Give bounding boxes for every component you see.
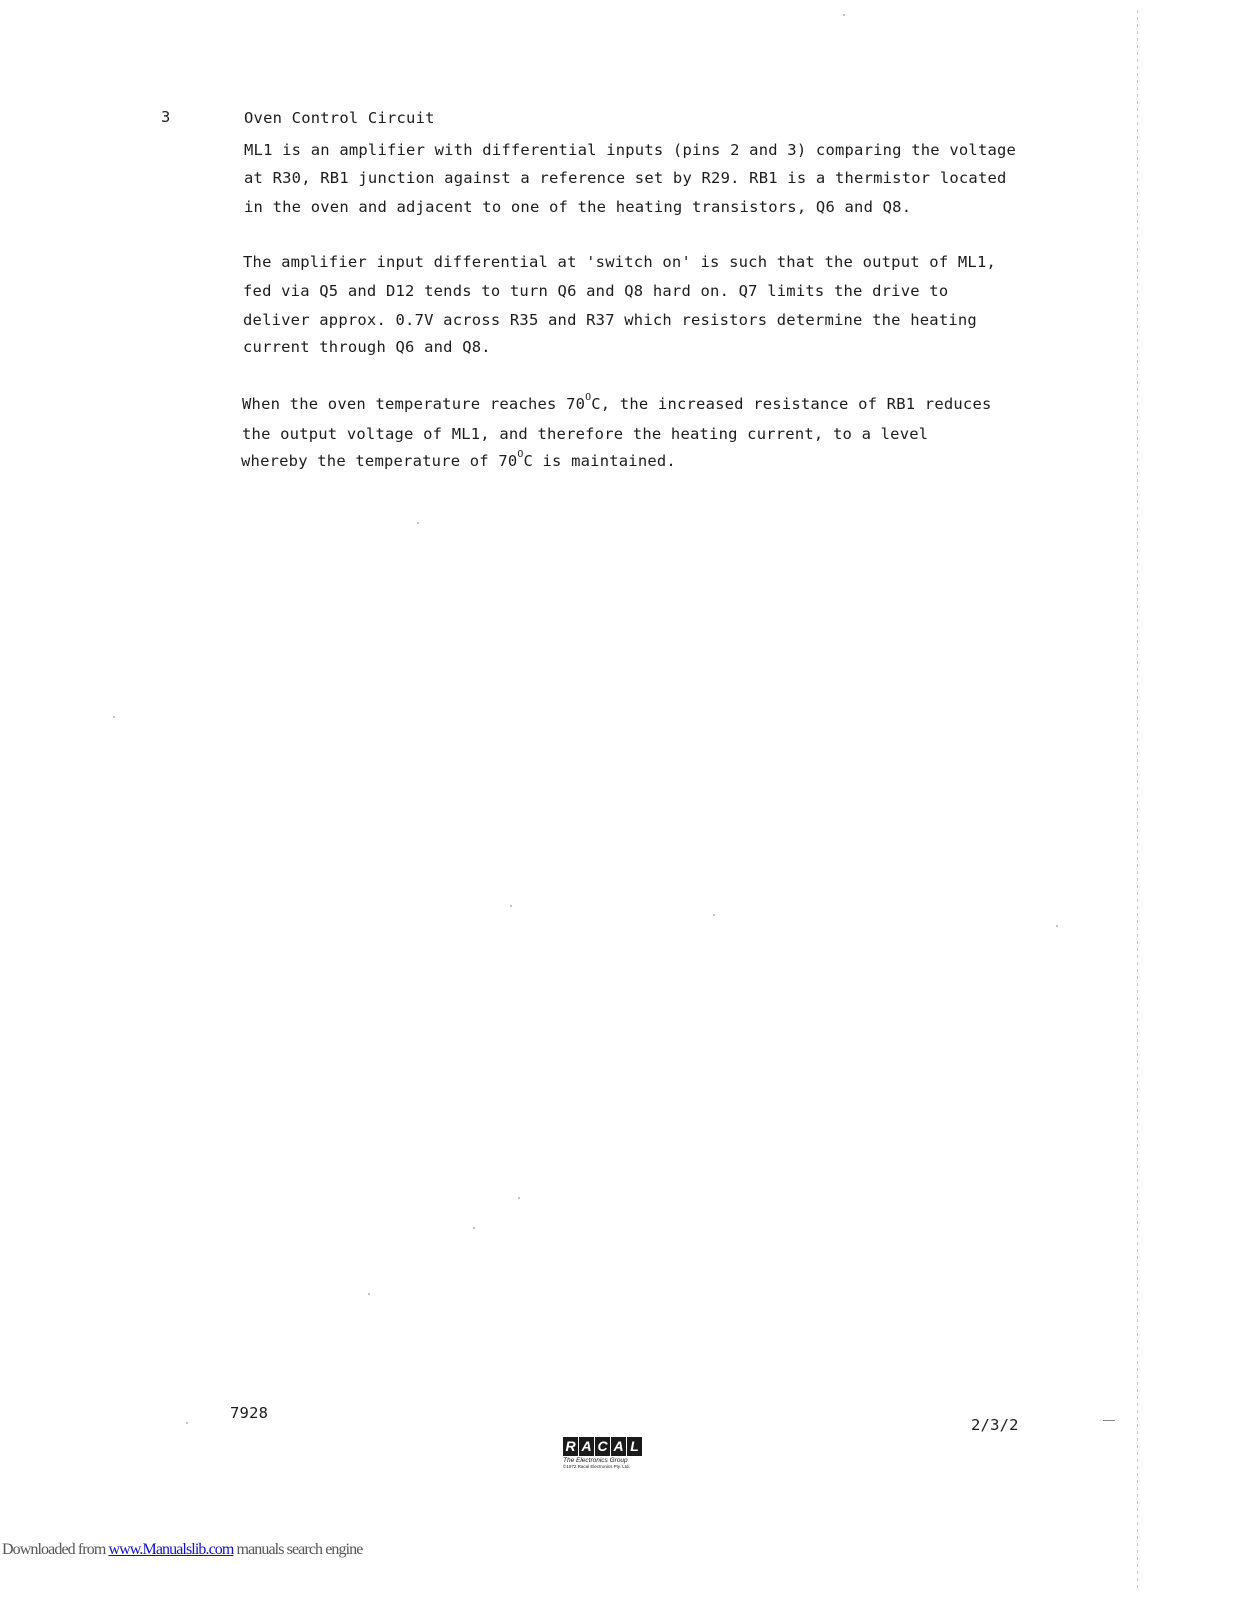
document-number: 7928: [230, 1404, 269, 1422]
text-segment: whereby the temperature of 70: [241, 452, 518, 470]
banner-suffix: manuals search engine: [233, 1541, 363, 1558]
logo-letter: C: [595, 1437, 610, 1456]
scan-speck: [417, 522, 419, 524]
degree-superscript: O: [585, 392, 592, 403]
racal-logo: [563, 1437, 663, 1471]
section-title: Oven Control Circuit: [244, 109, 435, 127]
paragraph-line: [241, 449, 676, 470]
scan-speck: [113, 716, 115, 718]
logo-letter: L: [627, 1437, 642, 1456]
page-reference: 2/3/2: [971, 1416, 1019, 1434]
text-segment: When the oven temperature reaches 70: [242, 395, 586, 413]
paragraph-line: ML1 is an amplifier with differential inputs (pins 2 and 3) comparing the voltage: [244, 141, 1017, 159]
paragraph-line: current through Q6 and Q8.: [243, 338, 491, 356]
manualslib-link[interactable]: www.Manualslib.com: [108, 1541, 234, 1558]
scan-speck: [368, 1293, 370, 1295]
scan-speck: [843, 14, 845, 16]
banner-prefix: Downloaded from: [2, 1541, 109, 1558]
paragraph-line: deliver approx. 0.7V across R35 and R37 which resistors determine the heating: [243, 311, 977, 329]
paragraph-line: The amplifier input differential at 'switch on' is such that the output of ML1,: [243, 253, 997, 271]
paragraph-line: fed via Q5 and D12 tends to turn Q6 and Q8 hard on. Q7 limits the drive to: [243, 282, 949, 300]
margin-dash: [1103, 1420, 1115, 1421]
scan-speck: [473, 1227, 475, 1229]
degree-superscript: O: [517, 449, 524, 460]
logo-letter: A: [579, 1437, 594, 1456]
paragraph-line: at R30, RB1 junction against a reference set by R29. RB1 is a thermistor located: [244, 169, 1007, 187]
logo-letter: R: [563, 1437, 578, 1456]
logo-tagline: The Electronics Group: [563, 1457, 628, 1464]
section-number: 3: [161, 108, 171, 126]
scan-speck: [518, 1197, 520, 1199]
text-segment: C, the increased resistance of RB1 reduces: [591, 395, 992, 413]
scan-speck: [1056, 925, 1058, 927]
paragraph-line: [242, 392, 992, 413]
text-segment: C is maintained.: [523, 452, 676, 470]
logo-letter: A: [611, 1437, 626, 1456]
download-banner: [2, 1541, 362, 1559]
paragraph-line: the output voltage of ML1, and therefore the heating current, to a level: [242, 425, 929, 443]
scan-speck: [510, 905, 512, 907]
scan-speck: [713, 914, 715, 916]
paragraph-line: in the oven and adjacent to one of the heating transistors, Q6 and Q8.: [244, 198, 912, 216]
logo-letters: [563, 1437, 663, 1456]
logo-copyright: ©1972 Racal Electronics Pty. Ltd.: [563, 1464, 630, 1469]
scan-speck: [186, 1422, 188, 1424]
scan-edge-line: [1137, 10, 1138, 1590]
